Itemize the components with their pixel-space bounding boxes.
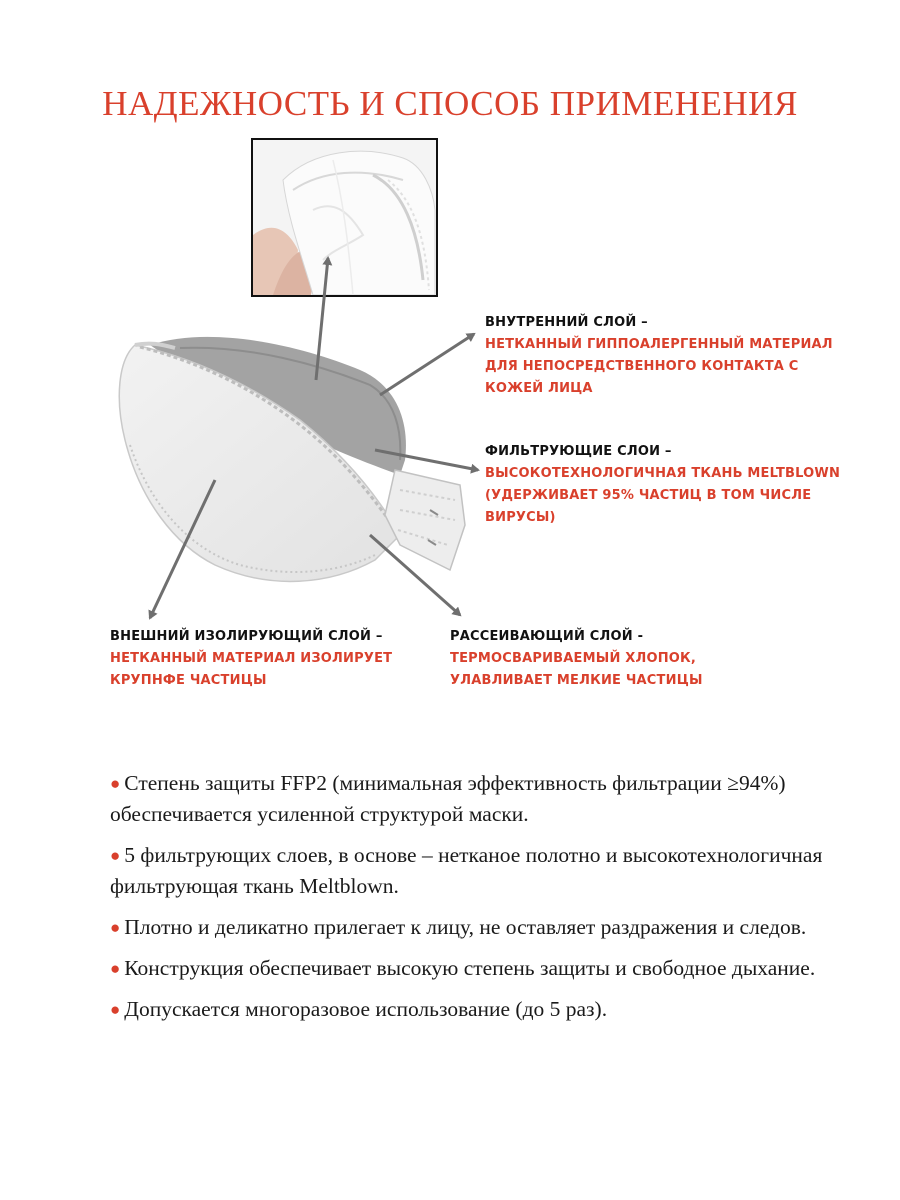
feature-list — [110, 768, 850, 1035]
label-scatter-layer-desc: ТЕРМОСВАРИВАЕМЫЙ ХЛОПОК, УЛАВЛИВАЕТ МЕЛКИЕ ЧАСТИЦЫ — [450, 651, 703, 688]
label-inner-layer-desc: НЕТКАННЫЙ ГИППОАЛЕРГЕННЫЙ МАТЕРИАЛ ДЛЯ НЕПОСРЕДСТВЕННОГО КОНТАКТА С КОЖЕЙ ЛИЦА — [485, 337, 833, 396]
label-scatter-layer-head: РАССЕИВАЮЩИЙ СЛОЙ - — [450, 629, 644, 644]
label-outer-layer-desc: НЕТКАННЫЙ МАТЕРИАЛ ИЗОЛИРУЕТ КРУПНФЕ ЧАСТИЦЫ — [110, 651, 393, 688]
bullet-dot-icon: ● — [110, 774, 121, 793]
label-filter-layers — [485, 441, 840, 529]
bullet-dot-icon: ● — [110, 918, 121, 937]
label-inner-layer-head: ВНУТРЕННИЙ СЛОЙ – — [485, 315, 648, 330]
bullet-dot-icon: ● — [110, 1000, 121, 1019]
list-item: ● 5 фильтрующих слоев, в основе – нетканое полотно и высокотехнологичная фильтрующая ткань Meltblown. — [110, 843, 823, 898]
arrow-inner-layer — [380, 334, 474, 395]
bullet-dot-icon: ● — [110, 959, 121, 978]
label-filter-layers-desc: ВЫСОКОТЕХНОЛОГИЧНАЯ ТКАНЬ MELTBLOWN (УДЕРЖИВАЕТ 95% ЧАСТИЦ В ТОМ ЧИСЛЕ ВИРУСЫ) — [485, 466, 841, 525]
list-item: ● Конструкция обеспечивает высокую степень защиты и свободное дыхание. — [110, 956, 816, 980]
list-item: ● Допускается многоразовое использование (до 5 раз). — [110, 997, 608, 1021]
label-outer-layer-head: ВНЕШНИЙ ИЗОЛИРУЮЩИЙ СЛОЙ – — [110, 629, 383, 644]
label-outer-layer — [110, 626, 392, 692]
label-filter-layers-head: ФИЛЬТРУЮЩИЕ СЛОИ – — [485, 444, 672, 459]
bullet-dot-icon: ● — [110, 846, 121, 865]
label-scatter-layer — [450, 626, 703, 692]
mask-ear-tab — [385, 470, 465, 570]
list-item: ● Степень защиты FFP2 (минимальная эффективность фильтрации ≥94%) обеспечивается усиленной структурой маски. — [110, 771, 786, 826]
label-inner-layer — [485, 312, 833, 400]
page-title: НАДЕЖНОСТЬ И СПОСОБ ПРИМЕНЕНИЯ — [102, 84, 798, 123]
list-item: ● Плотно и деликатно прилегает к лицу, не оставляет раздражения и следов. — [110, 915, 807, 939]
